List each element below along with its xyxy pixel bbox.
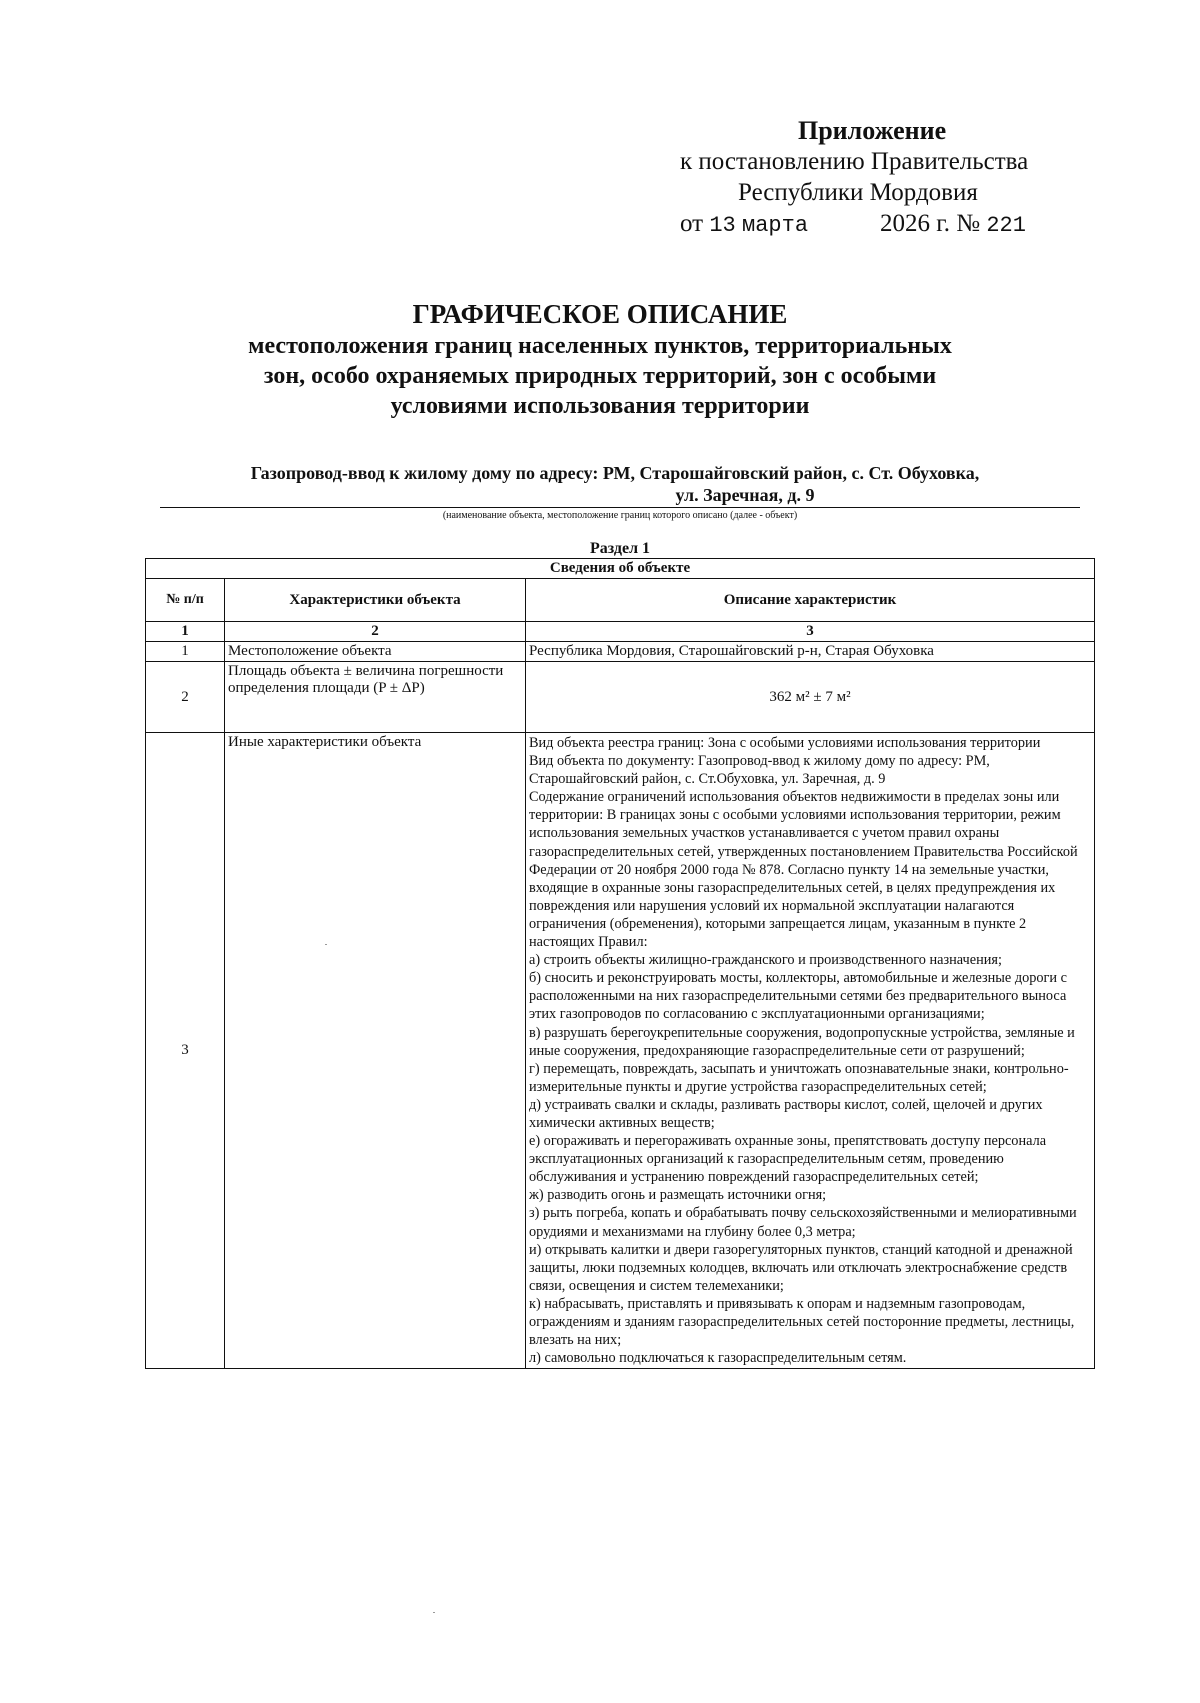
object-caption: (наименование объекта, местоположение границ которого описано (далее - объект) — [442, 510, 798, 521]
appendix-line-3: Республики Мордовия — [738, 179, 978, 206]
date-day: 13 — [709, 213, 736, 238]
row-number: 1 — [146, 642, 225, 662]
table-row — [146, 642, 1095, 662]
date-prefix: от — [680, 210, 704, 237]
date-year: 2026 г. № — [880, 210, 981, 237]
object-info-table — [145, 558, 1095, 1369]
section-title: Раздел 1 — [589, 540, 651, 557]
paragraph: з) рыть погреба, копать и обрабатывать почву сельскохозяйственными и мелиоративными орудиями и механизмами на глубину более 0,3 метра; — [529, 1205, 1077, 1240]
object-name-line-1: Газопровод-ввод к жилому дому по адресу: РМ, Старошайговский район, с. Ст. Обуховка, — [250, 463, 980, 483]
document-title-sub-1: местоположения границ населенных пунктов, территориальных — [248, 333, 952, 359]
row-characteristic: Площадь объекта ± величина погрешности определения площади (P ± ΔP) — [225, 662, 526, 733]
table-row — [146, 662, 1095, 733]
appendix-line-2: к постановлению Правительства — [680, 148, 1029, 175]
row-description: Республика Мордовия, Старошайговский р-н, Старая Обуховка — [526, 642, 1095, 662]
row-characteristic: Иные характеристики объекта — [225, 733, 526, 1369]
object-underline — [160, 507, 1080, 508]
paragraph: г) перемещать, повреждать, засыпать и уничтожать опознавательные знаки, контрольно-измерительные пункты и другие устройства газораспределительных сетей; — [529, 1060, 1069, 1095]
date-month: марта — [742, 213, 809, 238]
paragraph: е) огораживать и перегораживать охранные зоны, препятствовать доступу персонала эксплуатационных организаций к газораспределительным сетям, проведению обслуживания и устранению повреждений газораспределительных сетей; — [529, 1133, 1047, 1186]
document-title-main: ГРАФИЧЕСКОЕ ОПИСАНИЕ — [412, 299, 788, 329]
header-description: Описание характеристик — [526, 579, 1095, 622]
row-characteristic: Местоположение объекта — [225, 642, 526, 662]
scan-speck — [325, 944, 327, 945]
row-number: 3 — [146, 733, 225, 1369]
paragraph: Содержание ограничений использования объектов недвижимости в пределах зоны или территории: В границах зоны с особыми условиями использования территории, режим использования земельных участков устанавливается с учетом правил охраны газораспределительных сетей, утвержденных постановлением Правительства Российской Федерации от 20 ноября 2000 года № 878. Согласно пункту 14 на земельные участки, входящие в охранные зоны газораспределительных сетей, в целях предупреждения их повреждения или нарушения условий их нормальной эксплуатации налагаются ограничения (обременения), которыми запрещается лицам, указанным в пункте 2 настоящих Правил: — [529, 789, 1078, 951]
row-number: 2 — [146, 662, 225, 733]
paragraph: к) набрасывать, приставлять и привязывать к опорам и надземным газопроводам, ограждениям и зданиям газораспределительных сетей посторонние предметы, лестницы, влезать на них; — [529, 1295, 1075, 1349]
object-name-line-2: ул. Заречная, д. 9 — [675, 485, 815, 505]
row-description: 362 м² ± 7 м² — [526, 662, 1095, 733]
header-characteristic: Характеристики объекта — [225, 579, 526, 622]
document-title-sub-3: условиями использования территории — [390, 393, 810, 419]
table-row — [146, 733, 1095, 1369]
paragraph: л) самовольно подключаться к газораспределительным сетям. — [529, 1350, 907, 1367]
header-number: № п/п — [146, 579, 225, 622]
column-number-1: 1 — [146, 622, 225, 642]
scan-speck — [433, 1612, 435, 1613]
document-title-sub-2: зон, особо охраняемых природных территорий, зон с особыми — [263, 363, 937, 389]
paragraph: Вид объекта по документу: Газопровод-ввод к жилому дому по адресу: РМ, Старошайговский район, с. Ст.Обуховка, ул. Заречная, д. 9 — [529, 753, 990, 788]
paragraph: и) открывать калитки и двери газорегуляторных пунктов, станций катодной и дренажной защиты, люки подземных колодцев, включать или отключать электроснабжение средств связи, освещения и систем телемеханики; — [529, 1241, 1073, 1294]
column-number-3: 3 — [526, 622, 1095, 642]
column-number-2: 2 — [225, 622, 526, 642]
object-name — [150, 462, 1080, 506]
appendix-date-line — [660, 208, 1100, 241]
appendix-header — [660, 115, 1100, 241]
paragraph: а) строить объекты жилищно-гражданского и производственного назначения; — [529, 952, 1002, 969]
paragraph: д) устраивать свалки и склады, разливать растворы кислот, солей, щелочей и других химически активных веществ; — [529, 1096, 1043, 1131]
paragraph: Вид объекта реестра границ: Зона с особыми условиями использования территории — [529, 735, 1041, 751]
document-number: 221 — [986, 213, 1026, 238]
table-caption: Сведения об объекте — [146, 559, 1095, 579]
appendix-title: Приложение — [798, 116, 947, 145]
document-title — [150, 297, 1050, 421]
paragraph: ж) разводить огонь и размещать источники огня; — [529, 1187, 827, 1204]
paragraph: б) сносить и реконструировать мосты, коллекторы, автомобильные и железные дороги с расположенными на них газораспределительными сетями без предварительного выноса этих газопроводов по согласованию с эксплуатационными организациями; — [529, 970, 1067, 1023]
row-description-paragraphs — [526, 733, 1095, 1369]
paragraph: в) разрушать берегоукрепительные сооружения, водопропускные устройства, земляные и иные сооружения, предохраняющие газораспределительные сети от разрушений; — [529, 1024, 1075, 1059]
